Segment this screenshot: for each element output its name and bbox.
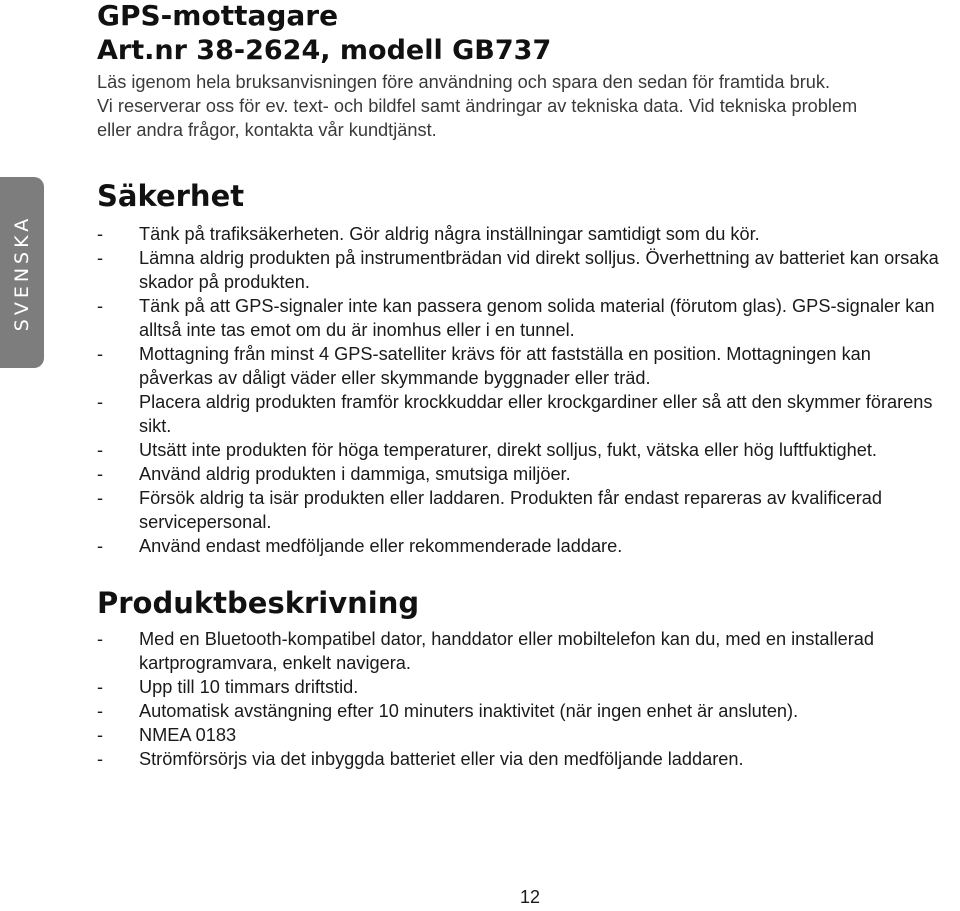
bullet-dash: - (97, 440, 104, 460)
list-item-text: Lämna aldrig produkten på instrumentbrädan vid direkt solljus. Överhettning av batteriet kan orsaka skador på produkten. (139, 248, 939, 292)
list-item-text: Utsätt inte produkten för höga temperaturer, direkt solljus, fukt, vätska eller hög luftfuktighet. (139, 440, 877, 460)
language-label: SVENSKA (11, 214, 33, 331)
page-number: 12 (519, 887, 541, 907)
list-item (97, 462, 947, 486)
bullet-dash: - (97, 701, 104, 721)
list-item-text: Tänk på att GPS-signaler inte kan passera genom solida material (förutom glas). GPS-signaler kan alltså inte tas emot om du är inomhus eller i en tunnel. (139, 296, 935, 340)
intro-paragraph (97, 70, 947, 142)
list-item-text: Använd endast medföljande eller rekommenderade laddare. (139, 536, 623, 556)
bullet-dash: - (97, 464, 104, 484)
bullet-dash: - (97, 536, 104, 556)
product-list (97, 627, 947, 771)
product-subtitle: Art.nr 38-2624, modell GB737 (97, 35, 552, 66)
list-item-text: Upp till 10 timmars driftstid. (139, 677, 359, 697)
intro-line: eller andra frågor, kontakta vår kundtjänst. (97, 120, 437, 140)
list-item (97, 390, 947, 438)
bullet-dash: - (97, 488, 104, 508)
list-item (97, 486, 947, 534)
list-item-text: Med en Bluetooth-kompatibel dator, handdator eller mobiltelefon kan du, med en installerad kartprogramvara, enkelt navigera. (139, 629, 875, 673)
bullet-dash: - (97, 725, 104, 745)
intro-line: Läs igenom hela bruksanvisningen före användning och spara den sedan för framtida bruk. (97, 72, 831, 92)
section-heading-product: Produktbeskrivning (97, 586, 420, 620)
list-item-text: NMEA 0183 (139, 725, 237, 745)
list-item-text: Automatisk avstängning efter 10 minuters inaktivitet (när ingen enhet är ansluten). (139, 701, 799, 721)
list-item-text: Mottagning från minst 4 GPS-satelliter krävs för att fastställa en position. Mottagningen kan påverkas av dåligt väder eller skymmande byggnader eller träd. (139, 344, 871, 388)
bullet-dash: - (97, 344, 104, 364)
page-title: GPS-mottagare (97, 0, 339, 32)
security-list (97, 222, 947, 558)
list-item (97, 723, 947, 747)
bullet-dash: - (97, 296, 104, 316)
list-item-text: Strömförsörjs via det inbyggda batteriet eller via den medföljande laddaren. (139, 749, 744, 769)
list-item (97, 294, 947, 342)
list-item-text: Placera aldrig produkten framför krockkuddar eller krockgardiner eller så att den skymmer förarens sikt. (139, 392, 933, 436)
list-item-text: Tänk på trafiksäkerheten. Gör aldrig några inställningar samtidigt som du kör. (139, 224, 760, 244)
bullet-dash: - (97, 629, 104, 649)
list-item-text: Använd aldrig produkten i dammiga, smutsiga miljöer. (139, 464, 571, 484)
intro-line: Vi reserverar oss för ev. text- och bildfel samt ändringar av tekniska data. Vid tekniska problem (97, 96, 858, 116)
list-item (97, 699, 947, 723)
list-item (97, 747, 947, 771)
list-item (97, 246, 947, 294)
list-item (97, 342, 947, 390)
language-side-tab (0, 177, 44, 368)
list-item (97, 438, 947, 462)
list-item (97, 627, 947, 675)
list-item (97, 534, 947, 558)
section-heading-security: Säkerhet (97, 179, 245, 213)
list-item (97, 222, 947, 246)
list-item-text: Försök aldrig ta isär produkten eller laddaren. Produkten får endast repareras av kvalificerad servicepersonal. (139, 488, 883, 532)
bullet-dash: - (97, 392, 104, 412)
bullet-dash: - (97, 749, 104, 769)
bullet-dash: - (97, 248, 104, 268)
list-item (97, 675, 947, 699)
bullet-dash: - (97, 677, 104, 697)
bullet-dash: - (97, 224, 104, 244)
